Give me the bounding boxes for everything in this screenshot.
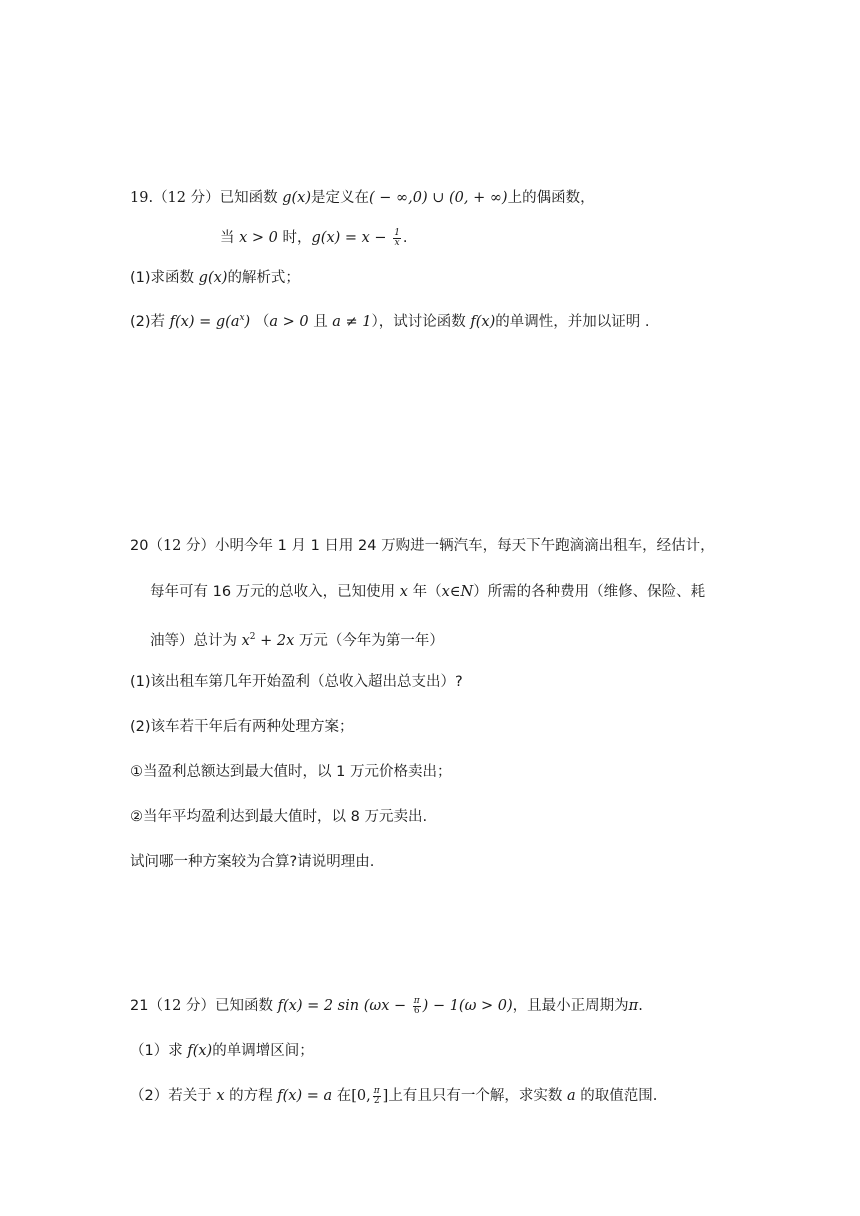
- q21-expr-a: f(x) = 2 sin (ωx −: [277, 998, 407, 1014]
- q19-domain: ( − ∞,0) ∪ (0, + ∞): [369, 190, 508, 206]
- q21-p2-int-b: ]: [382, 1088, 389, 1104]
- q19-defined: 是定义在: [311, 190, 370, 206]
- q21-p1-b: 的单调增区间；: [212, 1043, 314, 1059]
- q19-part1: [130, 268, 300, 288]
- q21-p2-a-var: a: [566, 1088, 576, 1104]
- q21-part2: [130, 1086, 657, 1106]
- q21-tail-end: .: [638, 998, 643, 1014]
- q19-cond: x > 0: [239, 230, 278, 246]
- q21-p2-b: 的方程: [229, 1088, 273, 1104]
- q20-expr: x: [241, 632, 250, 649]
- q20-line3: [150, 627, 444, 651]
- q19-even: 上的偶函数，: [507, 190, 595, 206]
- q21-p2-d: 上有且只有一个解，求实数: [388, 1088, 563, 1104]
- q21-p2-x: x: [216, 1088, 225, 1104]
- q19-p2-close: ): [244, 313, 251, 330]
- q20-score: （12 分）: [148, 538, 216, 554]
- q20-cond: x∈N: [441, 584, 474, 600]
- q21-fraction: [413, 997, 421, 1016]
- q21-p1-label: （1）: [130, 1043, 169, 1059]
- q20-option2: ②当年平均盈利达到最大值时，以 8 万元卖出.: [130, 809, 428, 825]
- q19-p2: (2)若: [130, 313, 166, 330]
- q21-p2-c: 在: [336, 1088, 352, 1104]
- q20-x: x: [399, 584, 408, 600]
- q20-part2: (2)该车若干年后有两种处理方案；: [130, 719, 354, 735]
- q21-pi: π: [413, 995, 420, 1006]
- q20-text1: 小明今年 1 月 1 日用 24 万购进一辆汽车，每天下午跑滴滴出租车，经估计，: [215, 538, 715, 554]
- q21-score: （12 分）: [148, 998, 216, 1014]
- q20-text2b: 年（: [412, 584, 442, 600]
- q20-text3b: 万元（今年为第一年）: [298, 632, 444, 649]
- q21-part1: [130, 1041, 314, 1061]
- q21-tail: ，且最小正周期为: [512, 998, 629, 1014]
- q20-number: 20: [130, 538, 149, 554]
- q20-sup: 2: [249, 632, 256, 642]
- q19-time: 时，: [282, 230, 312, 246]
- q19-expr: g(x) = x −: [311, 230, 387, 246]
- q19-frac-num: 1: [394, 227, 400, 238]
- q19-p1: (1)求函数: [130, 270, 195, 286]
- q19-end: .: [402, 230, 408, 246]
- q19-number: 19.: [130, 190, 154, 206]
- q20-part1: (1)该出租车第几年开始盈利（总收入超出总支出）?: [130, 674, 463, 690]
- q21-p2-int-a: [0,: [351, 1088, 371, 1104]
- q19-p2-and: 且: [313, 313, 328, 330]
- q21-p2-a: 若关于: [168, 1088, 212, 1104]
- q19-when: 当: [220, 230, 235, 246]
- q19-p2-close2: ），试讨论函数: [371, 313, 466, 330]
- q19-p2-cond: a > 0: [269, 313, 309, 330]
- q21-p2-fraction: [373, 1087, 381, 1106]
- q21-p2-label: （2）: [130, 1088, 169, 1104]
- q20-line1: [130, 536, 715, 556]
- q19-p1-end: 的解析式；: [227, 270, 300, 286]
- q20-expr2: + 2x: [255, 632, 295, 649]
- q20-text3a: 油等）总计为: [150, 632, 237, 649]
- q20-text2a: 每年可有 16 万元的总收入，已知使用: [150, 584, 396, 600]
- q21-p2-eq: f(x) = a: [277, 1088, 333, 1104]
- q21-intro: 已知函数: [215, 998, 274, 1014]
- q19-part2: [130, 308, 649, 332]
- q21-number: 21: [130, 998, 149, 1014]
- q21-p1-f: f(x): [187, 1043, 213, 1059]
- q19-p2-cond2: a ≠ 1: [332, 313, 372, 330]
- q19-p2-end: 的单调性，并加以证明 .: [495, 313, 650, 330]
- q19-frac-den: x: [394, 237, 400, 248]
- q21-expr-b: ) − 1(ω > 0): [422, 998, 513, 1014]
- q19-intro: 已知函数: [219, 190, 278, 206]
- q21-tail-pi: π: [628, 998, 639, 1014]
- q19-p1-g: g(x): [198, 270, 228, 286]
- q21-six: 6: [413, 1005, 420, 1016]
- q20-ask: 试问哪一种方案较为合算?请说明理由.: [130, 854, 375, 870]
- q20-text2c: ）所需的各种费用（维修、保险、耗: [473, 584, 706, 600]
- q21-p2-two: 2: [373, 1095, 380, 1106]
- q20-line2: [150, 582, 705, 602]
- q19-p2-expr: f(x) = g(a: [169, 313, 240, 330]
- q21-line1: [130, 996, 643, 1016]
- q21-p1-a: 求: [168, 1043, 183, 1059]
- q19-fraction: [393, 229, 401, 248]
- q19-p2-f: f(x): [470, 313, 496, 330]
- q21-p2-pi: π: [373, 1085, 380, 1096]
- q21-p2-e: 的取值范围.: [580, 1088, 658, 1104]
- q19-score: （12 分）: [153, 190, 220, 206]
- q19-line1: [130, 188, 595, 208]
- q19-g: g(x): [282, 190, 312, 206]
- q19-p2-open: （: [254, 313, 270, 330]
- q19-p2-sup: x: [239, 313, 245, 323]
- q20-option1: ①当盈利总额达到最大值时，以 1 万元价格卖出；: [130, 764, 452, 780]
- q19-line2: [220, 228, 408, 248]
